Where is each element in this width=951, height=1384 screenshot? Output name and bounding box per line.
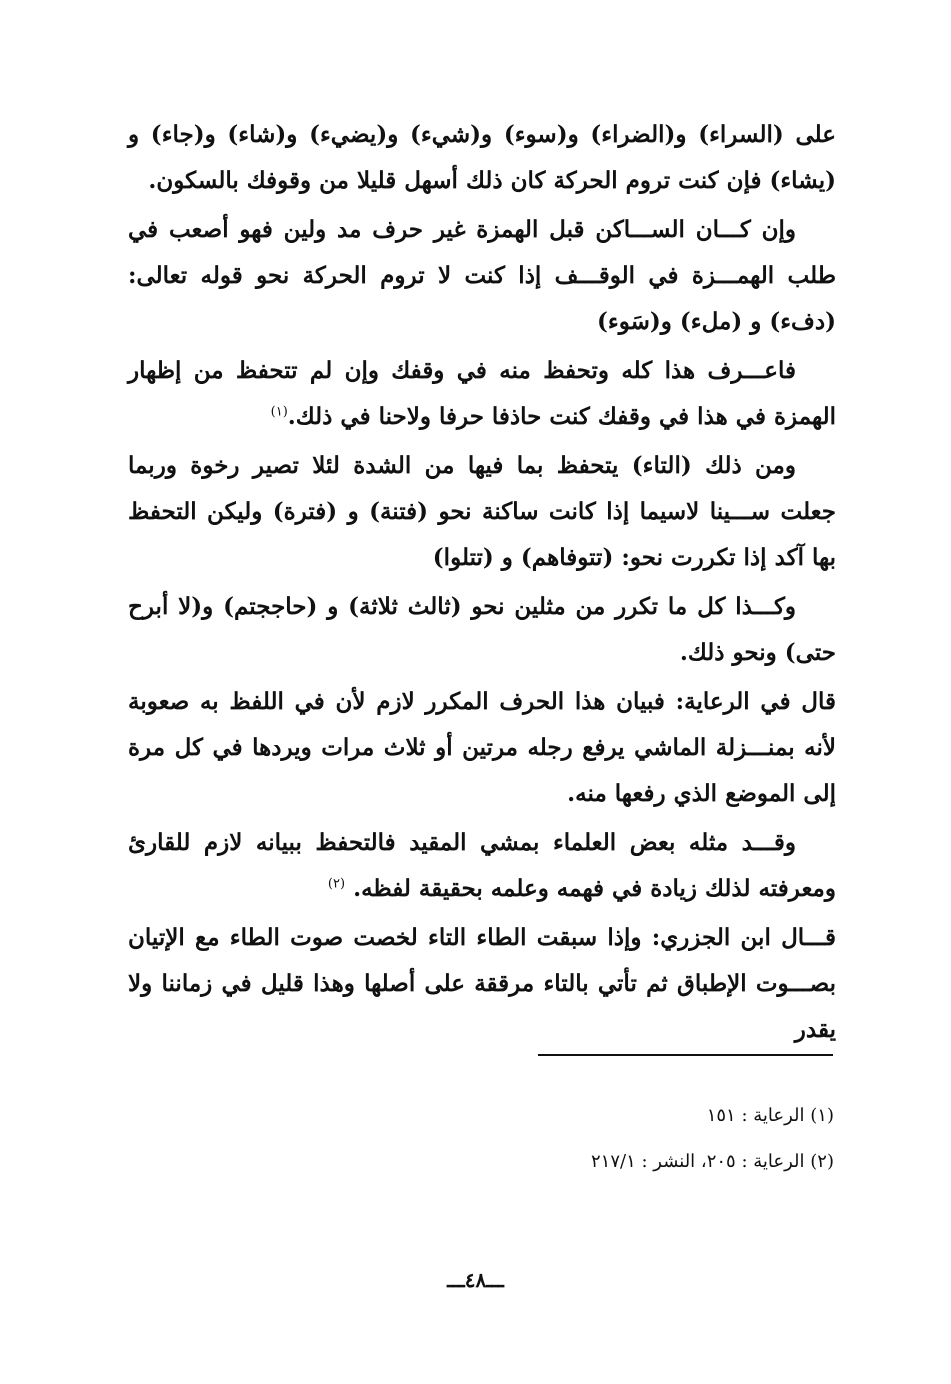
footnote-1: (١) الرعاية : ١٥١ — [706, 1105, 834, 1126]
main-text — [128, 112, 836, 1056]
paragraph-4: ومن ذلك (التاء) يتحفظ بما فيها من الشدة لئلا تصير رخوة وربما جعلت ســـينا لاسيما إذا كانت ساكنة نحو (فتنة) و (فترة) وليكن التحفظ بها آكد إذا تكررت نحو: (تتوفاهم) و (تتلوا) — [128, 452, 836, 571]
paragraph-6: قال في الرعاية: فبيان هذا الحرف المكرر لازم لأن في اللفظ به صعوبة لأنه بمنـــزلة الماشي يرفع رجله مرتين أو ثلاث مرات ويردها في كل مرة إلى الموضع الذي رفعها منه. — [128, 688, 836, 807]
paragraph-7 — [128, 820, 836, 912]
footnote-separator — [538, 1054, 833, 1056]
paragraph-7-text: وقـــد مثله بعض العلماء بمشي المقيد فالتحفظ ببيانه لازم للقارئ ومعرفته لذلك زيادة في فهمه وعلمه بحقيقة لفظه. — [128, 829, 836, 902]
paragraph-3 — [128, 348, 836, 440]
paragraph-2: وإن كـــان الســـاكن قبل الهمزة غير حرف مد ولين فهو أصعب في طلب الهمـــزة في الوقـــف إذا كنت لا تروم الحركة نحو قوله تعالى: (دفء) و (ملء) و(سَوء) — [128, 216, 836, 335]
paragraph-5: وكـــذا كل ما تكرر من مثلين نحو (ثالث ثلاثة) و (حاججتم) و(لا أبرح حتى) ونحو ذلك. — [128, 593, 836, 666]
paragraph-3-text: فاعـــرف هذا كله وتحفظ منه في وقفك وإن لم تتحفظ من إظهار الهمزة في هذا في وقفك كنت حاذفا حرفا ولاحنا في ذلك. — [128, 357, 836, 430]
footnotes — [400, 1093, 834, 1185]
footnote-2: (٢) الرعاية : ٢٠٥، النشر : ٢١٧/١ — [591, 1151, 834, 1172]
paragraph-8: قـــال ابن الجزري: وإذا سبقت الطاء التاء لخصت صوت الطاء مع الإتيان بصـــوت الإطباق ثم تأتي بالتاء مرققة على أصلها وهذا قليل في زماننا ولا يقدر — [128, 924, 836, 1043]
paragraph-1: على (السراء) و(الضراء) و(سوء) و(شيء) و(يضيء) و(شاء) و(جاء) و (يشاء) فإن كنت تروم الحركة كان ذلك أسهل قليلا من وقوفك بالسكون. — [128, 121, 836, 194]
page-number: ـــ٤٨ـــ — [447, 1268, 504, 1292]
footnote-ref-2: (٢) — [327, 876, 346, 892]
footnote-ref-1: (١) — [270, 404, 288, 420]
